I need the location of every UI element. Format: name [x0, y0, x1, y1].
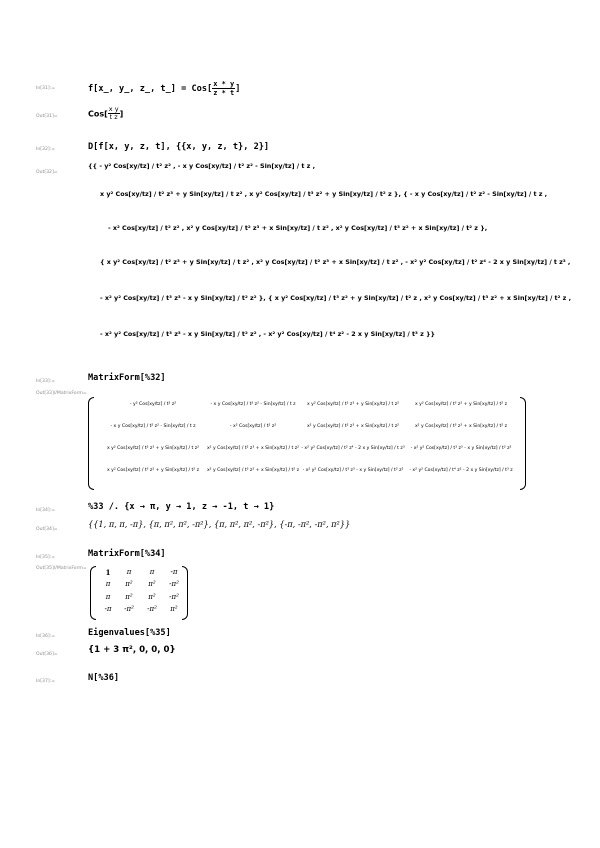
- matrix35-cell: π²: [148, 580, 156, 588]
- output-32-line: - x² y² Cos[xy/tz] / t³ z³ - x y Sin[xy/tz] / t² z² }, { x y² Cos[xy/tz] / t³ z² + y Sin[xy/tz] / t² z , x² y Cos[xy/tz] / t³ z² + x Sin[xy/tz] / t² z ,: [100, 294, 572, 302]
- matrix33-cell: - x² y² Cos[xy/tz] / t² z⁴ - 2 x y Sin[xy/tz] / t z³: [301, 446, 405, 451]
- matrix35-cell: π: [149, 568, 155, 576]
- output-label-36: Out[36]=: [36, 652, 58, 657]
- matrix35-cell: -π²: [169, 580, 179, 588]
- matrix33-right-bracket: [520, 397, 526, 490]
- matrix33-cell: - x² Cos[xy/tz] / t² z²: [229, 424, 277, 429]
- matrix35-cell: -π²: [169, 593, 179, 601]
- output-32-line: {{ - y² Cos[xy/tz] / t² z² , - x y Cos[xy/tz] / t² z² - Sin[xy/tz] / t z ,: [88, 162, 316, 170]
- matrix35-cell: -π²: [124, 605, 134, 613]
- input-label-33: In[33]:=: [36, 379, 56, 384]
- input-label-31: In[31]:=: [36, 86, 56, 91]
- input-cell-34[interactable]: %33 /. {x → π, y → 1, z → -1, t → 1}: [88, 502, 275, 512]
- matrix35-left-bracket: [90, 566, 96, 620]
- matrix33-cell: x² y Cos[xy/tz] / t³ z² + x Sin[xy/tz] / t² z: [206, 468, 300, 473]
- output-31-numerator: x y: [108, 105, 119, 113]
- output-32-line: - x² y² Cos[xy/tz] / t³ z³ - x y Sin[xy/tz] / t² z² , - x² y² Cos[xy/tz] / t⁴ z² - 2 x y Sin[xy/tz] / t³ z }}: [100, 330, 436, 338]
- input-label-32: In[32]:=: [36, 147, 56, 152]
- input-31-close: ]: [235, 84, 241, 95]
- input-label-34: In[34]:=: [36, 508, 56, 513]
- matrix35-cell: π: [105, 593, 111, 601]
- matrix33-cell: x y² Cos[xy/tz] / t³ z² + y Sin[xy/tz] / t² z: [106, 468, 200, 473]
- matrix35-cell: -π: [104, 605, 112, 613]
- matrix33-cell: x² y Cos[xy/tz] / t³ z² + x Sin[xy/tz] / t² z: [414, 424, 508, 429]
- matrix33-cell: - x² y² Cos[xy/tz] / t⁴ z² - 2 x y Sin[xy/tz] / t³ z: [409, 468, 513, 473]
- input-label-37: In[37]:=: [36, 679, 56, 684]
- matrix35-cell: -π²: [147, 605, 157, 613]
- matrix33-cell: - x² y² Cos[xy/tz] / t³ z³ - x y Sin[xy/tz] / t² z²: [410, 446, 512, 451]
- output-32-line: { x y² Cos[xy/tz] / t² z³ + y Sin[xy/tz] / t z² , x² y Cos[xy/tz] / t² z³ + x Sin[xy/tz] / t z² , - x² y² Cos[xy/tz] / t² z⁴ - 2 x y Sin[xy/tz] / t z³ ,: [100, 258, 571, 266]
- output-label-33: Out[33]//MatrixForm=: [36, 391, 87, 396]
- input-31-denominator: z * t: [213, 89, 235, 98]
- input-cell-31[interactable]: [88, 80, 240, 97]
- matrix35-cell: -π: [170, 568, 178, 576]
- matrix33-cell: x² y Cos[xy/tz] / t² z³ + x Sin[xy/tz] / t z²: [306, 424, 400, 429]
- matrix35-cell: π²: [125, 580, 133, 588]
- output-cell-31: [88, 106, 123, 122]
- matrix35-cell: π: [126, 568, 132, 576]
- input-31-text: f[x_, y_, z_, t_] = Cos[: [88, 84, 213, 95]
- matrix33-cell: x y² Cos[xy/tz] / t³ z² + y Sin[xy/tz] / t² z: [414, 402, 508, 407]
- output-31-head: Cos[: [88, 109, 108, 119]
- input-label-36: In[36]:=: [36, 634, 56, 639]
- output-31-denominator: t z: [109, 113, 118, 122]
- input-cell-35[interactable]: MatrixForm[%34]: [88, 549, 166, 559]
- output-label-34: Out[34]=: [36, 527, 58, 532]
- input-cell-37[interactable]: N[%36]: [88, 673, 120, 683]
- matrix33-left-bracket: [88, 397, 94, 490]
- output-label-35: Out[35]//MatrixForm=: [36, 566, 87, 571]
- matrix35-cell: π²: [125, 593, 133, 601]
- matrix33-cell: - x y Cos[xy/tz] / t² z² - Sin[xy/tz] / t z: [210, 402, 296, 407]
- matrix35-cell: 1: [105, 568, 111, 577]
- matrix35-cell: π²: [148, 593, 156, 601]
- output-cell-36: {1 + 3 π², 0, 0, 0}: [88, 645, 176, 655]
- matrix33-cell: - y² Cos[xy/tz] / t² z²: [129, 402, 177, 407]
- matrix33-cell: - x y Cos[xy/tz] / t² z² - Sin[xy/tz] / t z: [110, 424, 196, 429]
- output-cell-34: {{1, π, π, -π}, {π, π², π², -π²}, {π, π², π², -π²}, {-π, -π², -π², π²}}: [88, 519, 351, 529]
- output-32-line: - x² Cos[xy/tz] / t² z² , x² y Cos[xy/tz] / t² z³ + x Sin[xy/tz] / t z² , x² y Cos[xy/tz] / t³ z² + x Sin[xy/tz] / t² z },: [108, 224, 488, 232]
- input-cell-32[interactable]: D[f[x, y, z, t], {{x, y, z, t}, 2}]: [88, 142, 270, 152]
- matrix35-cell: π²: [170, 605, 178, 613]
- input-label-35: In[35]:=: [36, 555, 56, 560]
- input-cell-33[interactable]: MatrixForm[%32]: [88, 373, 166, 383]
- input-cell-36[interactable]: Eigenvalues[%35]: [88, 628, 171, 638]
- matrix33-cell: x y² Cos[xy/tz] / t² z³ + y Sin[xy/tz] / t z²: [106, 446, 200, 451]
- matrix33-cell: x y² Cos[xy/tz] / t² z³ + y Sin[xy/tz] / t z²: [306, 402, 400, 407]
- matrix33-cell: - x² y² Cos[xy/tz] / t³ z³ - x y Sin[xy/tz] / t² z²: [302, 468, 404, 473]
- output-32-line: x y² Cos[xy/tz] / t² z³ + y Sin[xy/tz] / t z² , x y² Cos[xy/tz] / t³ z² + y Sin[xy/tz] / t² z }, { - x y Cos[xy/tz] / t² z² - Sin[xy/tz] / t z ,: [100, 190, 548, 198]
- output-31-close: ]: [119, 109, 124, 119]
- output-label-31: Out[31]=: [36, 114, 58, 119]
- matrix33-cell: x² y Cos[xy/tz] / t² z³ + x Sin[xy/tz] / t z²: [206, 446, 300, 451]
- input-31-numerator: x * y: [213, 80, 235, 88]
- matrix35-cell: π: [105, 580, 111, 588]
- output-label-32: Out[32]=: [36, 170, 58, 175]
